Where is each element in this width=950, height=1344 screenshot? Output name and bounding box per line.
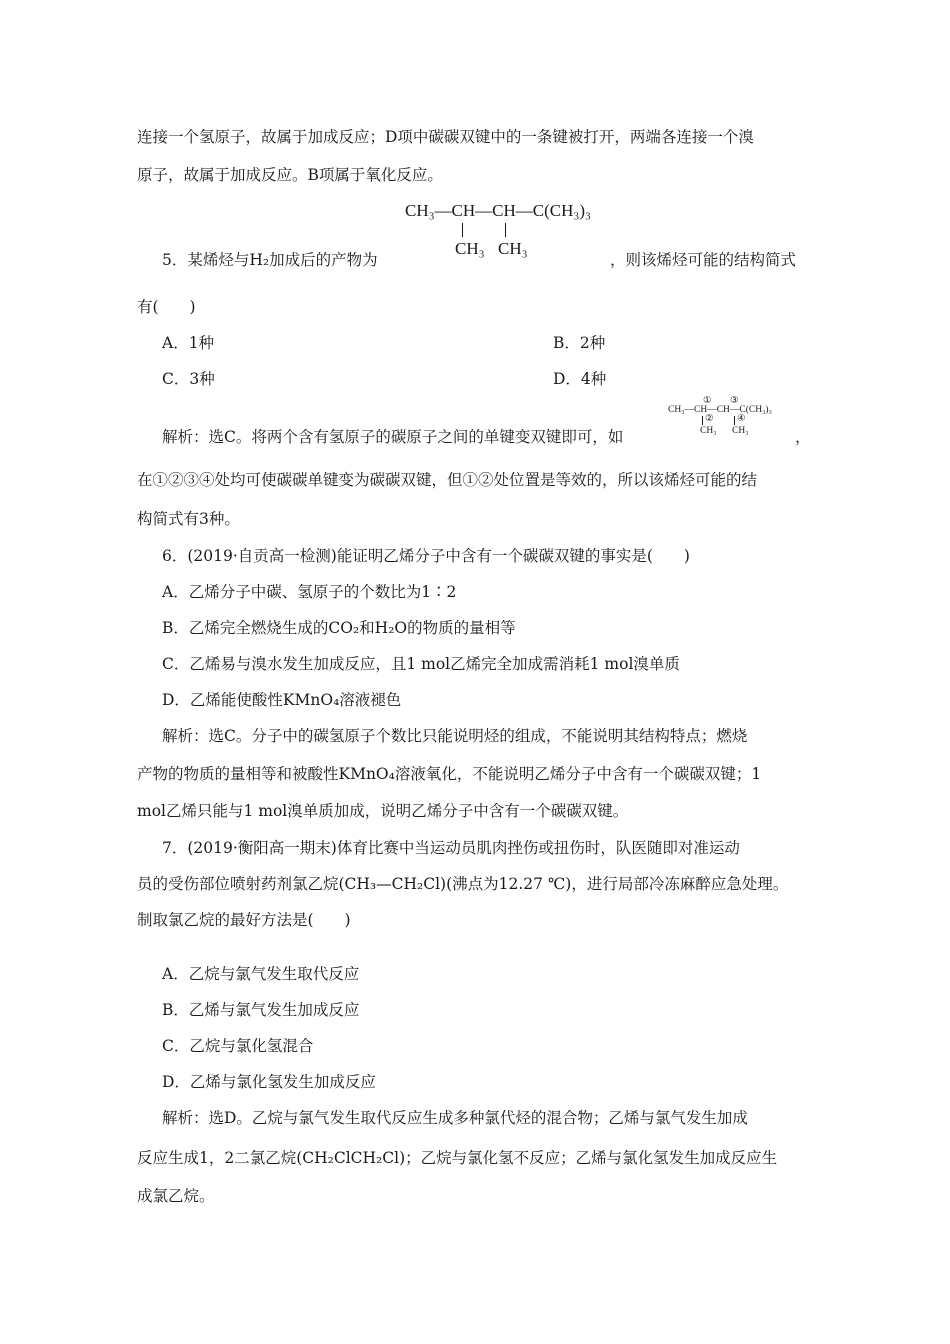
question-7-stem: 员的受伤部位喷射药剂氯乙烷(CH₃—CH₂Cl)(沸点为12.27 ℃)，进行局部冷冻麻醉应急处理。 — [137, 875, 789, 893]
option-a: A．乙烯分子中碳、氢原子的个数比为1∶2 — [162, 583, 457, 601]
explanation: ， — [795, 428, 811, 446]
circled-number: ③ — [730, 396, 739, 406]
text-line: 连接一个氢原子，故属于加成反应；D项中碳碳双键中的一条键被打开，两端各连接一个溴 — [137, 128, 754, 146]
question-5-stem: ，则该烯烃可能的结构简式 — [610, 251, 797, 269]
option-b: B．乙烯与氯气发生加成反应 — [162, 1001, 360, 1019]
question-7-stem: 制取氯乙烷的最好方法是( ) — [137, 911, 351, 929]
bond-line — [462, 223, 463, 237]
formula-branch: CH₃ — [455, 239, 485, 258]
explanation: 解析：选C。分子中的碳氢原子个数比只能说明烃的组成，不能说明其结构特点；燃烧 — [162, 727, 748, 745]
option-b: B．2种 — [553, 334, 606, 352]
option-d: D．4种 — [553, 370, 607, 388]
formula-branch: CH₃ — [700, 426, 717, 436]
circled-number: ② — [705, 414, 714, 424]
formula-branch: CH₃ — [732, 426, 749, 436]
explanation: 成氯乙烷。 — [137, 1187, 215, 1205]
explanation: 解析：选D。乙烷与氯气发生取代反应生成多种氯代烃的混合物；乙烯与氯气发生加成 — [162, 1109, 748, 1127]
bond-line — [505, 223, 506, 237]
option-c: C．乙烷与氯化氢混合 — [162, 1037, 314, 1055]
option-a: A．1种 — [162, 334, 215, 352]
circled-number: ④ — [737, 414, 746, 424]
option-a: A．乙烷与氯气发生取代反应 — [162, 965, 360, 983]
question-5-stem: 有( ) — [137, 298, 196, 316]
explanation: mol乙烯只能与1 mol溴单质加成，说明乙烯分子中含有一个碳碳双键。 — [137, 802, 629, 820]
option-d: D．乙烯能使酸性KMnO₄溶液褪色 — [162, 691, 402, 709]
formula-main-chain: CH₃—CH—CH—C(CH₃)₃ — [668, 405, 772, 415]
bond-line — [734, 416, 735, 425]
explanation: 解析：选C。将两个含有氢原子的碳原子之间的单键变双键即可，如 — [162, 428, 624, 446]
option-d: D．乙烯与氯化氢发生加成反应 — [162, 1073, 376, 1091]
question-7-stem: 7．(2019·衡阳高一期末)体育比赛中当运动员肌肉挫伤或扭伤时，队医随即对准运动 — [162, 839, 740, 857]
option-c: C．乙烯易与溴水发生加成反应，且1 mol乙烯完全加成需消耗1 mol溴单质 — [162, 655, 680, 673]
text-line: 原子，故属于加成反应。B项属于氧化反应。 — [137, 166, 443, 184]
question-6-stem: 6．(2019·自贡高一检测)能证明乙烯分子中含有一个碳碳双键的事实是( ) — [162, 547, 690, 565]
explanation: 产物的物质的量相等和被酸性KMnO₄溶液氧化，不能说明乙烯分子中含有一个碳碳双键；1 — [137, 765, 762, 783]
explanation: 在①②③④处均可使碳碳单键变为碳碳双键，但①②处位置是等效的，所以该烯烃可能的结 — [137, 471, 758, 489]
question-5-stem: 5．某烯烃与H₂加成后的产物为 — [162, 251, 378, 269]
option-b: B．乙烯完全燃烧生成的CO₂和H₂O的物质的量相等 — [162, 619, 516, 637]
explanation: 反应生成1，2二氯乙烷(CH₂ClCH₂Cl)；乙烷与氯化氢不反应；乙烯与氯化氢发生加成反应生 — [137, 1149, 778, 1167]
formula-main-chain: CH₃—CH—CH—C(CH₃)₃ — [405, 201, 591, 220]
formula-branch: CH₃ — [498, 239, 528, 258]
circled-number: ① — [703, 396, 712, 406]
option-c: C．3种 — [162, 370, 215, 388]
bond-line — [702, 416, 703, 425]
explanation: 构简式有3种。 — [137, 510, 240, 528]
